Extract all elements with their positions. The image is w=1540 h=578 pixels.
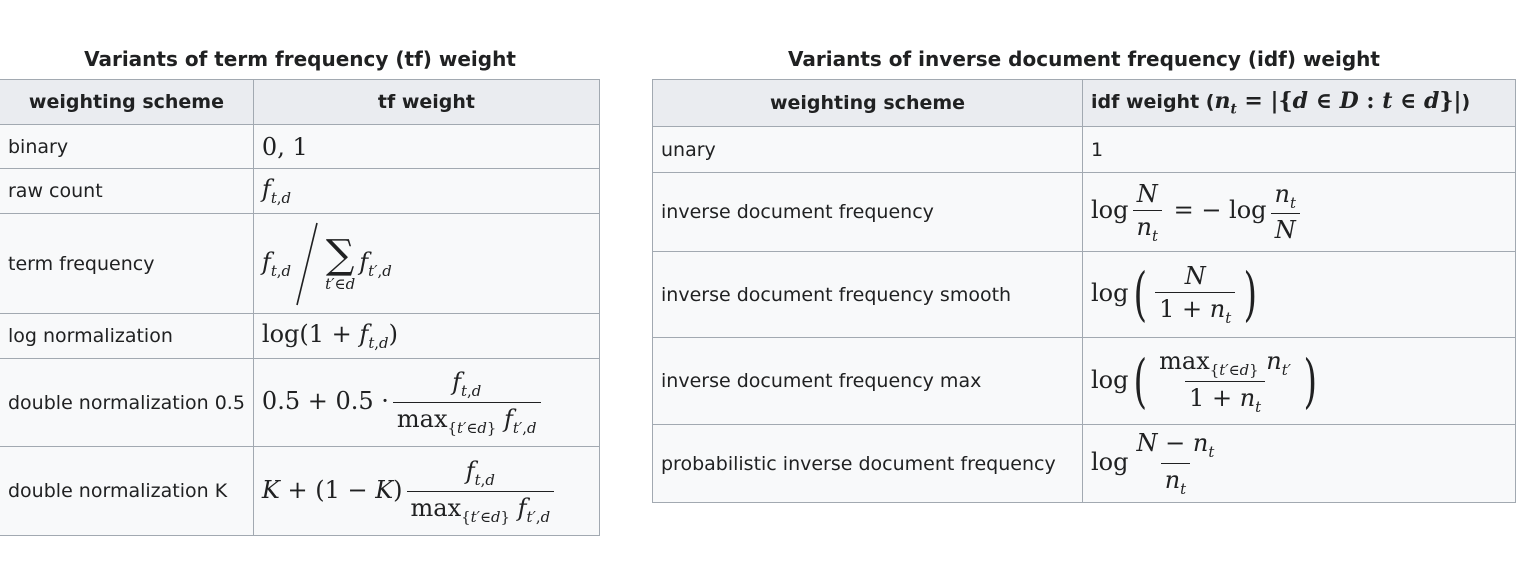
idf-row-formula: log $\frac{N}{n_t}$ = − log $\frac{n_t}{N}$ xyxy=(1083,173,1516,252)
idf-row-formula: log $\frac{N - n_t}{n_t}$ xyxy=(1083,425,1516,503)
idf-weight-table xyxy=(652,79,1516,503)
idf-row-scheme: unary xyxy=(653,127,1083,173)
tf-row-scheme: double normalization 0.5 xyxy=(0,359,253,447)
tf-row-scheme: log normalization xyxy=(0,314,253,359)
tf-header-weight: tf weight xyxy=(253,80,599,125)
tf-row-scheme: term frequency xyxy=(0,214,253,314)
tf-row-formula: $f_{t,d}$ ∑ t′∈d $f_{t',d}$ xyxy=(253,214,599,314)
tf-row-formula: $\log(1 + f_{t,d})$ xyxy=(253,314,599,359)
idf-row-formula: 1 xyxy=(1083,127,1516,173)
idf-row-scheme: inverse document frequency smooth xyxy=(653,252,1083,338)
tf-row-scheme: double normalization K xyxy=(0,447,253,536)
tf-weight-table xyxy=(0,79,600,536)
idf-header-weight: idf weight ($n_t = |\{d$ ∈ D : t ∈ d}|) xyxy=(1083,80,1516,127)
tf-row-formula: K + (1 − K) $\frac{f_{t,d}}{\max_{\{t'\in d\}} f_{t',d}}$ xyxy=(253,447,599,536)
idf-row-formula: log( $\frac{\max_{\{t'\in d\}} n_{t'}}{1 + n_t}$ ) xyxy=(1083,338,1516,425)
idf-row-scheme: probabilistic inverse document frequency xyxy=(653,425,1083,503)
tf-row-formula: 0, 1 xyxy=(253,125,599,169)
tf-row-formula: 0.5 + 0.5 · $\frac{f_{t,d}}{\max_{\{t'\in d\}} f_{t',d}}$ xyxy=(253,359,599,447)
tf-row-formula: $f_{t,d}$ xyxy=(253,169,599,214)
idf-table-caption: Variants of inverse document frequency (idf) weight xyxy=(788,47,1380,71)
idf-row-scheme: inverse document frequency max xyxy=(653,338,1083,425)
tf-row-scheme: raw count xyxy=(0,169,253,214)
tf-row-scheme: binary xyxy=(0,125,253,169)
tf-table-caption: Variants of term frequency (tf) weight xyxy=(84,47,516,71)
idf-header-scheme: weighting scheme xyxy=(653,80,1083,127)
tf-header-scheme: weighting scheme xyxy=(0,80,253,125)
idf-row-scheme: inverse document frequency xyxy=(653,173,1083,252)
idf-row-formula: log( $\frac{N}{1 + n_t}$ ) xyxy=(1083,252,1516,338)
fraction-slash xyxy=(291,221,321,307)
